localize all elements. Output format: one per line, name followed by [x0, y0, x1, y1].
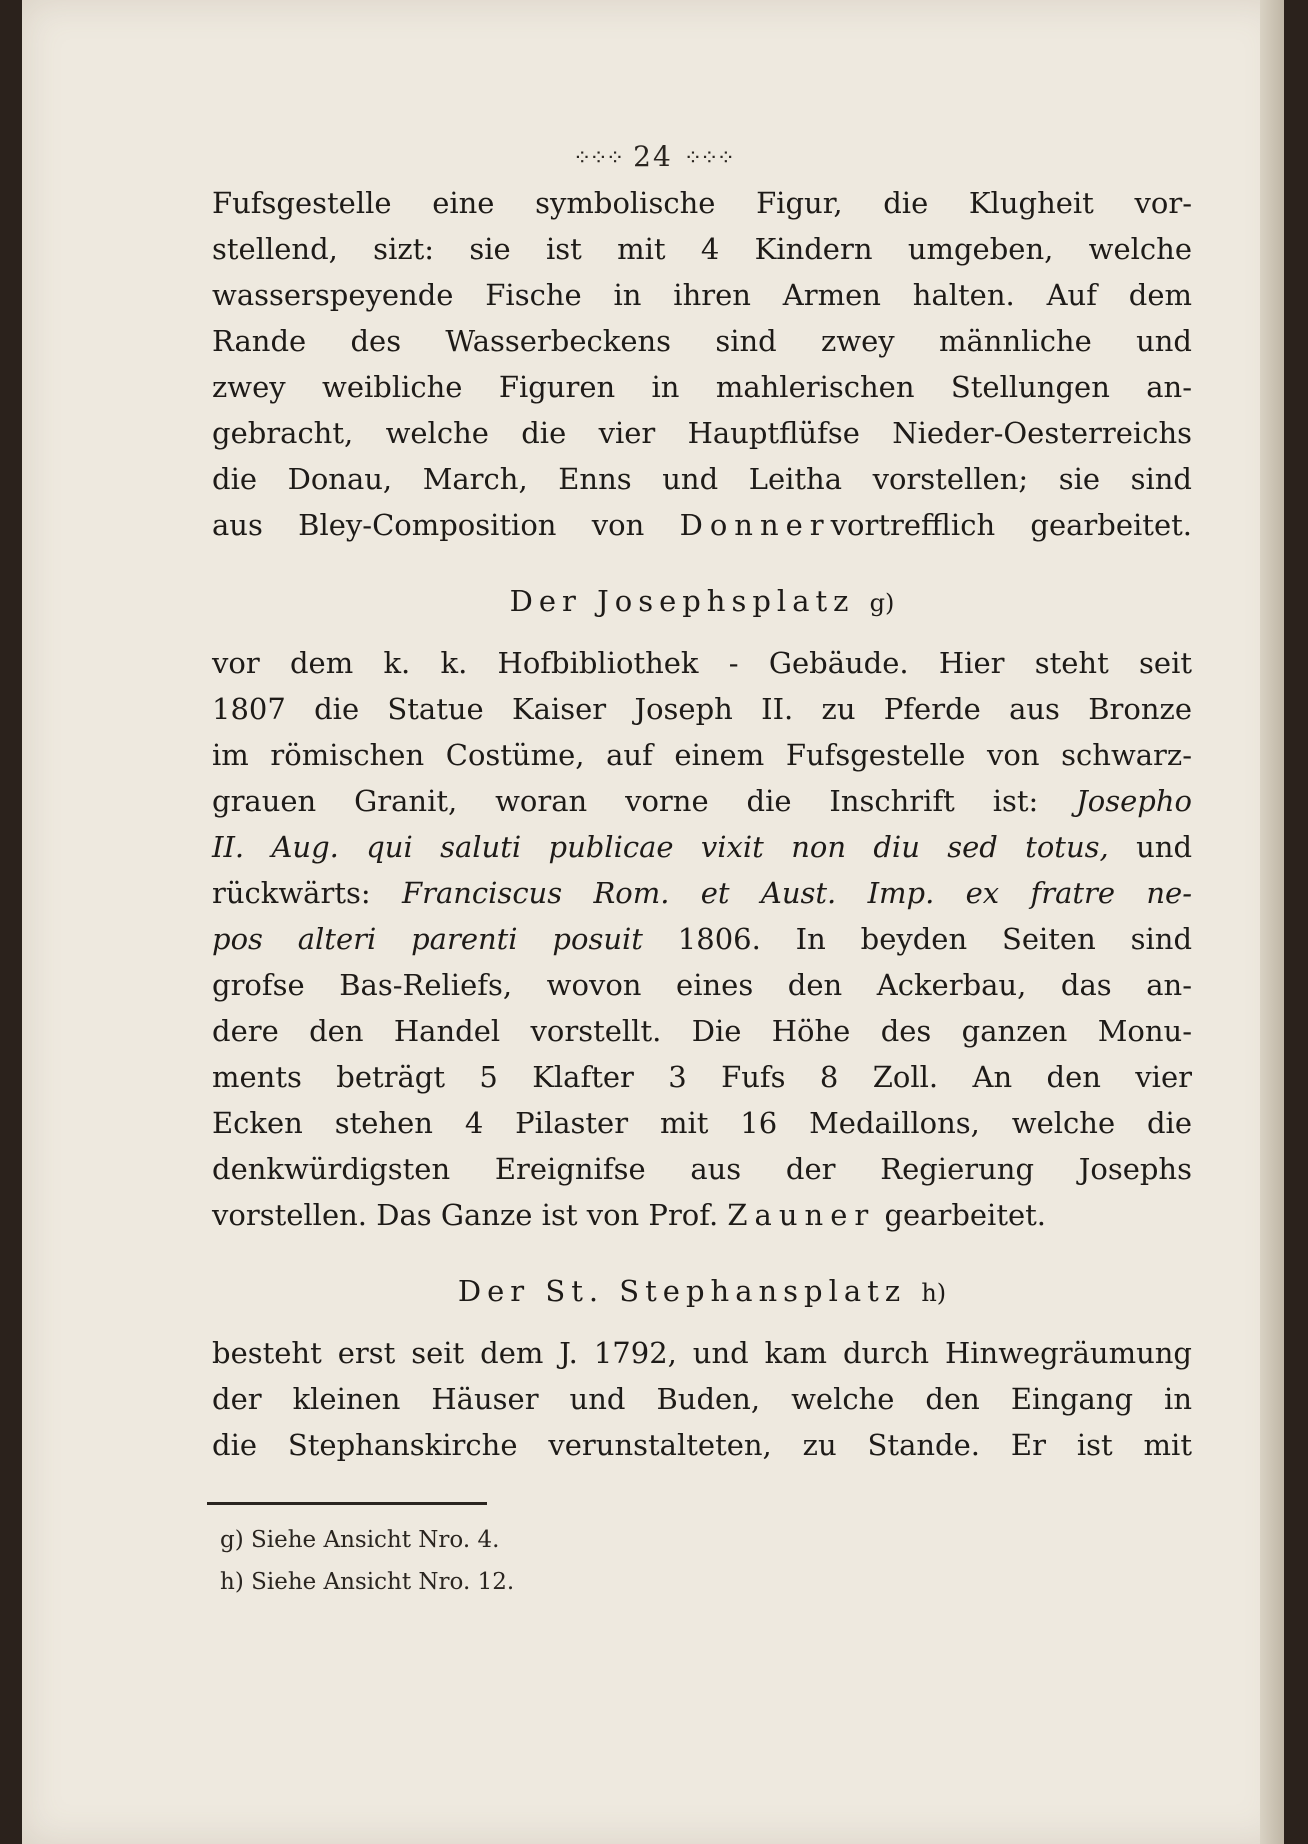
text-line: zwey weibliche Figuren in mahlerischen Stellungen an- — [212, 370, 1192, 404]
page-edge — [1260, 0, 1284, 1844]
latin-inscription: pos alteri parenti posuit — [212, 922, 643, 956]
ornament-right: ⁘⁘⁘ — [683, 146, 734, 171]
text-line: Fufsgestelle eine symbolische Figur, die Klugheit vor- — [212, 186, 1192, 220]
text-line: der kleinen Häuser und Buden, welche den Eingang in — [212, 1382, 1192, 1416]
latin-inscription: II. Aug. qui saluti publicae vixit non diu sed totus, — [212, 830, 1109, 864]
text-line: die Stephanskirche verunstalteten, zu Stande. Er ist mit — [212, 1428, 1192, 1462]
person-name: Zauner — [727, 1198, 876, 1232]
text-segment: vorstellen. Das Ganze ist von Prof. — [212, 1198, 728, 1232]
text-line: Rande des Wasserbeckens sind zwey männliche und — [212, 324, 1192, 358]
text-line: ments beträgt 5 Klafter 3 Fufs 8 Zoll. An den vier — [212, 1060, 1192, 1094]
footnote-marker: g) — [869, 589, 895, 617]
heading-text: Der Josephsplatz — [509, 584, 855, 618]
person-name: Donner — [679, 508, 831, 542]
text-segment: 1806. In beyden Seiten sind — [642, 922, 1193, 956]
text-line: stellend, sizt: sie ist mit 4 Kindern umgeben, welche — [212, 232, 1192, 266]
text-line: dere den Handel vorstellt. Die Höhe des ganzen Monu- — [212, 1014, 1192, 1048]
text-line: im römischen Costüme, auf einem Fufsgestelle von schwarz- — [212, 738, 1192, 772]
page-header — [22, 140, 1284, 173]
book-page — [22, 0, 1284, 1844]
text-line — [212, 870, 1192, 916]
footnote-rule — [207, 1502, 487, 1505]
text-segment: aus Bley-Composition von — [212, 508, 680, 542]
text-line — [212, 778, 1192, 824]
text-line: Ecken stehen 4 Pilaster mit 16 Medaillons, welche die — [212, 1106, 1192, 1140]
text-line: grofse Bas-Reliefs, wovon eines den Ackerbau, das an- — [212, 968, 1192, 1002]
section-heading — [212, 1268, 1192, 1316]
text-segment: grauen Granit, woran vorne die Inschrift ist: — [212, 784, 1077, 818]
text-segment: rückwärts: — [212, 876, 402, 910]
text-line: die Donau, March, Enns und Leitha vorstellen; sie sind — [212, 462, 1192, 496]
text-line: gebracht, welche die vier Hauptflüfse Nieder-Oesterreichs — [212, 416, 1192, 450]
section-heading — [212, 578, 1192, 626]
text-segment: vortrefflich gearbeitet. — [830, 508, 1192, 542]
text-line: wasserspeyende Fische in ihren Armen halten. Auf dem — [212, 278, 1192, 312]
latin-inscription: Franciscus Rom. et Aust. Imp. ex fratre ne- — [401, 876, 1193, 910]
text-line — [212, 916, 1192, 962]
heading-text: Der St. Stephansplatz — [457, 1274, 907, 1308]
text-line — [212, 1192, 1192, 1238]
text-line: vor dem k. k. Hofbibliothek - Gebäude. Hier steht seit — [212, 646, 1192, 680]
footnote: g) Siehe Ansicht Nro. 4. — [220, 1527, 500, 1553]
text-line: denkwürdigsten Ereignifse aus der Regierung Josephs — [212, 1152, 1192, 1186]
text-line: besteht erst seit dem J. 1792, und kam durch Hinwegräumung — [212, 1336, 1192, 1370]
footnote-marker: h) — [921, 1279, 947, 1307]
text-segment: gearbeitet. — [875, 1198, 1047, 1232]
text-segment: und — [1108, 830, 1193, 864]
ornament-left: ⁘⁘⁘ — [572, 146, 623, 171]
text-line: 1807 die Statue Kaiser Joseph II. zu Pferde aus Bronze — [212, 692, 1192, 726]
text-line — [212, 502, 1192, 548]
page-number: 24 — [633, 140, 673, 173]
text-line — [212, 824, 1192, 870]
latin-inscription: Josepho — [1076, 784, 1192, 818]
footnote: h) Siehe Ansicht Nro. 12. — [220, 1569, 515, 1595]
